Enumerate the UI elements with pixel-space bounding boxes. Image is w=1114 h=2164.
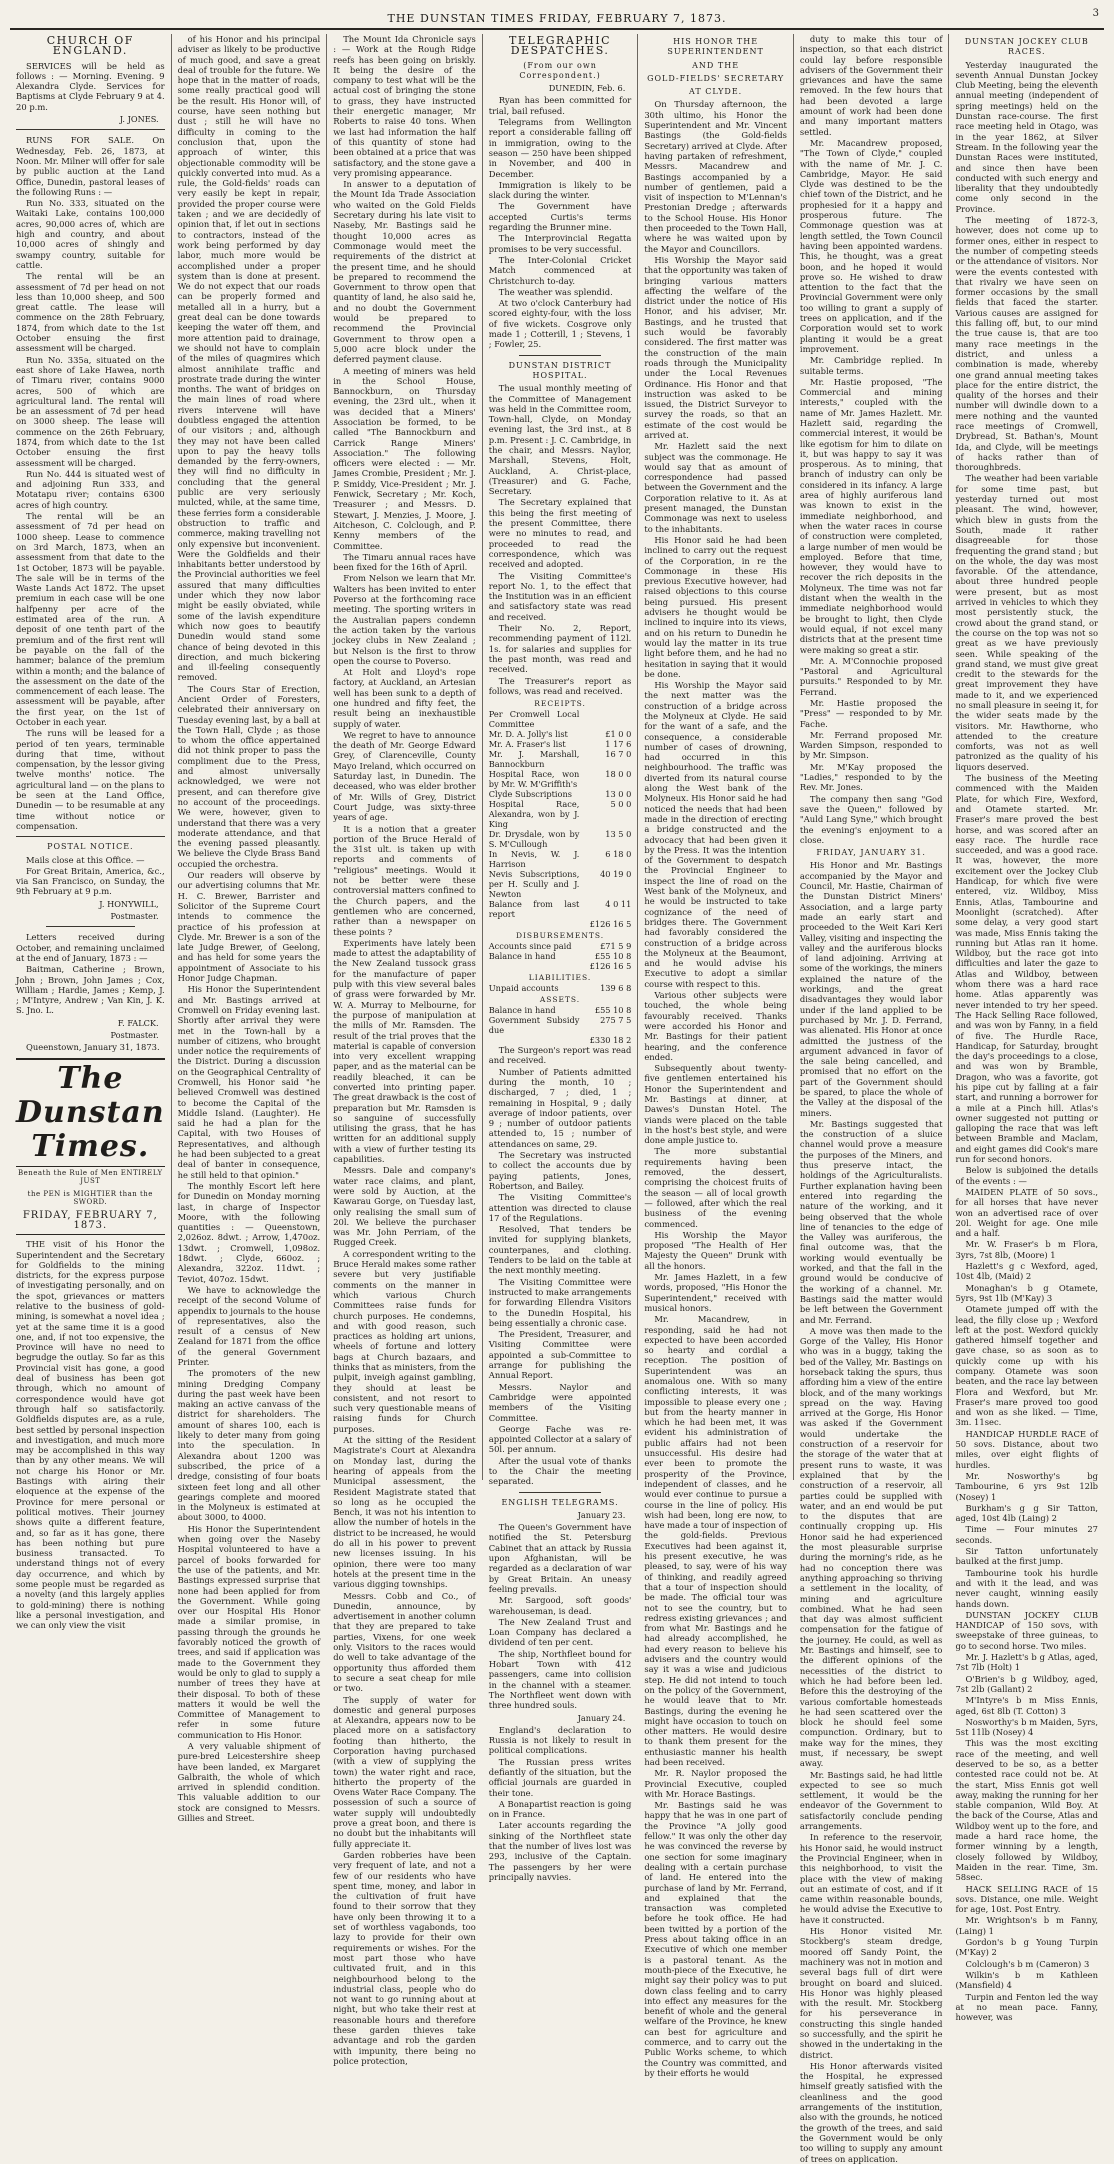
race-entry: Time — Four minutes 27 seconds. [955,1524,1099,1545]
runs-sale-text-1: RUNS FOR SALE. On Wednesday, Feb. 26, 1873, at Noon. Mr. Milner will offer for sale by public auction at the Land Office, Dunedin, pastoral leases of the following Runs : — [16,135,165,197]
table-row: £126 16 5 [589,919,632,930]
news-paragraph: We regret to have to announce the death of Mr. George Edward Grey, of Clarenceville, County Mayo Ireland, which occurred on Saturday last, in Dunedin. The deceased, who was elder brother of Mr. Wills of Grey, District Court Judge, was sixty-three years of age. [333,729,476,823]
visit-paragraph: Mr. Cambridge replied. In suitable terms. [799,355,943,376]
letters-text-2: Baitman, Catherine ; Brown, John ; Brown, John James ; Cox, William ; Hardie, James ; Kemp, J. ; M'Intyre, Andrew ; Van Kin, J. K. S. Jno. L. [16,964,165,1016]
table-row: £126 16 5 [589,961,632,972]
hospital-paragraph: The Secretary explained that this being the first meeting of the present Committee, there were no minutes to read, and proceeded to read the correspondence, which was received and adopted. [488,497,632,570]
telegraphic-title: TELEGRAPHIC DESPATCHES. [509,34,612,58]
english-telegrams-date: January 24. [577,1712,626,1723]
table-row: Hospital Race, Alexandra, won by J. King 5 0 0 [488,799,632,830]
race-entry: Hazlett's g c Wexford, aged, 10st 4lb, (Maid) 2 [955,1261,1099,1282]
news-paragraph: The monthly Escort left here for Dunedin on Monday morning last, in charge of Inspector Moore, with the following quantities : — Queenstown, 2,026oz. 8dwt. ; Arrow, 1,470oz. 13dwt. ; Cromwell, 1,098oz. 18dwt. ; Clyde, 660oz. ; Alexandra, 322oz. 11dwt. ; Teviot, 407oz. 15dwt. [177,1180,321,1284]
hospital-paragraph: The usual monthly meeting of the Committee of Management was held in the Committee room, Town-hall, Clyde, on Monday evening last, the 3rd inst., at 8 p.m. Present : J. C. Cambridge, in the chair, and Messrs. Naylor, Marshall, Stevens, Holt, Auckland, A. Christ-place, (Treasurer) and G. Fache, Secretary. [488,383,632,497]
table-row: Balance from last report 4 0 11 [488,899,632,920]
news-paragraph: The supply of water for domestic and general purposes at Alexandra, appears now to be placed more on a satisfactory footing than hitherto, the Corporation having purchased (with a view of supplying the town) the water right and race, hitherto the property of the Ovens Water Race Company. The possession of such a source of water supply will undoubtedly prove a great boon, and there is no doubt but the inhabitants will fully appreciate it. [333,1694,476,1849]
column-1 [10,34,172,1631]
runs-sale-text-6: The rental will be an assessment of 7d per head on 1000 sheep. Lease to commence on 3rd March, 1873, when an assessment from that date to the 1st October, 1873 will be payable. The sale will be in terms of the Waste Lands Act 1872. The upset premium in each case will be one halfpenny per acre of the estimated area of the run. A deposit of one tenth part of the premium and of the first rent will be payable on the fall of the hammer; balance of the premium within a month; and the balance of the assessment on the date of the commencement of each lease. The assessment will be payable, after the first year, on the 1st of October in each year. [16,511,165,727]
race-entry: Colclough's b m (Cameron) 3 [965,1958,1090,1969]
news-paragraph: His Honor the Superintendent and Mr. Bastings arrived at Cromwell on Friday evening last. Shortly after arrival they were met in the Town-hall by a number of citizens, who brought under notice the requirements of the District. During a discussion on the Geographical Centrality of Cromwell, his Honor said "he believed Cromwell was destined to become the Capital of the Middle Island. (Laughter). He said he had a plan for the Capital, with two Houses of Representatives, and although he had been subjected to a great deal of banter in consequence, he still held to that opinion." [177,984,321,1180]
letters-text-1: Letters received during October, and remaining unclaimed at the end of January, 1873 : — [16,932,165,963]
visit-paragraph: Mr. Hastie proposed the "Press" — responded to by Mr. Fache. [799,698,943,729]
visit-paragraph: Mr. R. Naylor proposed the Provincial Executive, coupled with Mr. Horace Bastings. [644,1768,787,1799]
race-entry: M'Intyre's b m Miss Ennis, aged, 6st 8lb (T. Cotton) 3 [955,1695,1099,1716]
masthead: The Dunstan Times. [16,1058,165,1167]
news-paragraph: Messrs. Cobb and Co., of Dunedin, announce, by advertisement in another column that they are prepared to take parties, Vixens, for one week only. Visitors to the races would do well to take advantage of the opportunity thus afforded them to secure a seat cheap for mile or two. [333,1590,476,1694]
news-paragraph: The promoters of the new mining Dredging Company during the past week have been making an active canvass of the district for shareholders. The amount of shares 100, each is likely to deter many from going into the speculation. In Alexandra about 1200 was subscribed, the price of a dredge, consisting of four boats sixteen feet long and all other gearings complete and moored in the Molyneux is estimated at about 3000, to 4000. [177,1368,321,1523]
table-row: Per Cromwell Local Committee [488,709,580,730]
telegram-paragraph: The weather was splendid. [498,286,613,297]
postal-signature-name: J. HONYWILL, [99,898,159,909]
postal-notice-text-1: Mails close at this Office. — [26,854,145,865]
runs-sale-text-3: The rental will be an assessment of 7d per head on not less than 10,000 sheep, and 500 great cattle. The lease will commence on the 28th February, 1874, from which date to the 1st October ensuing the first assessment will be charged. [16,271,165,354]
table-row: Government Subsidy due 275 7 5 [488,1015,632,1036]
runs-sale-text-4: Run No. 335a, situated on the east shore of Lake Hawea, north of Timaru river, contains 9000 acres, 500 of which are agricultural land. The rental will be an assessment of 7d per head on 3000 sheep. The lease will commence on the 26th February, 1874, from which date to the 1st October ensuing the first assessment will be charged. [16,354,165,468]
races-paragraph: The meeting of 1872-3, however, does not come up to former ones, either in respect to the number of competing steeds or the attendance of visitors. Nor were the events contested with that rivalry we have seen on former occasions by the small fields that faced the starter. Various causes are assigned for this falling off, but, to our mind the true cause is, that are too many race meetings in the district, and unless a combination is made, whereby one grand annual meeting takes place for the entire district, the quality of the horses and their number will dwindle down to a mere nothing and the vaunted race meetings of Cromwell, Drybread, St. Bathan's, Mount Ida, and Clyde, will be meetings of hacks rather than of thoroughbreds. [955,215,1099,473]
column-3 [327,34,483,2066]
news-paragraph: A meeting of miners was held in the School House, Bannockburn, on Thursday evening, the 23rd ult., when it was decided that a Miners' Association be formed, to be called "The Bannockburn and Carrick Range Miners' Association." The following officers were elected : — Mr. James Crombie, President ; Mr. J. P. Smiddy, Vice-President ; Mr. J. Fenwick, Secretary ; Mr. Koch, Treasurer ; and Messrs. D. Stewart, J. Menzies, J. Moore, J. Aitcheson, C. Colclough, and P. Kenny members of the Committee. [333,365,476,551]
race-entry: Mr. J. Hazlett's b g Atlas, aged, 7st 7lb (Holt) 1 [955,1652,1099,1673]
english-telegram: Mr. Sargood, soft goods' warehouseman, is dead. [488,1595,632,1616]
english-telegram: Later accounts regarding the sinking of the Northfleet state that the number of lives lost was 293, inclusive of the Captain. The passengers by her were principally navvies. [488,1820,632,1882]
issue-dateline: FRIDAY, FEBRUARY 7, 1873. [16,1211,165,1236]
races-paragraph: This was the most exciting race of the meeting, and well deserved to be so, as a better contested race could not be. At the start, Miss Ennis got well away, making the running for her stable companion, Wild Boy. At the back of the Course, Atlas and Wildboy went up to the fore, and made a hard race home, the former winning by a length, closely followed by Wildboy, Maiden in the rear. Time, 3m. 58sec. [955,1738,1099,1883]
visit-title-1: HIS HONOR THE SUPERINTENDENT [667,37,764,57]
receipts-label: RECEIPTS. [534,699,586,709]
visit-paragraph: His Honor visited Mr. Stockberg's steam dredge, moored off Sandy Point, the machinery was not in motion and several bags full of dirt were brought on board and sluiced. His Honor was highly pleased with the result. Mr. Stockberg for his perseverance in constructing this single handed so successfully, and the spirit he showed in the undertaking in the district. [799,1926,943,2060]
table-row: Mr. J. Marshall, Bannockburn 16 7 0 [488,749,632,770]
runs-sale-text-7: The runs will be leased for a period of ten years, terminable during that time, without compensation, by the lessor giving twelve months' notice. The agricultural land — on the plans to be seen at the Land Office, Dunedin — to be resumable at any time without notice or compensation. [16,728,165,831]
races-paragraph: The business of the Meeting commenced with the Maiden Plate, for which Fire, Wexford, and Otamete started. Mr. Fraser's mare proved the best horse, and was scored after an easy race. The hurdle race succeeded, and was a good race. It was, however, the more excitement over the Jockey Club Handicap, for which five were entered, viz. Wildboy, Miss Ennis, Atlas, Tambourine and Moonlight (scratched). After some delay, a very good start was made, Miss Ennis taking the running but Atlas ran it home. Wildboy, but the race got into difficulties and later the gaze to Atlas and Wildboy, between whom there was a hard race home. Atlas apparently was never intended to try her speed. The Hack Selling Race followed, and was won by Fanny, in a field of five. The Hurdle Race, Handicap, for Saturday, brought the day's proceedings to a close, and was won by Bramble, Dragon, who was a favorite, got his pipe cut by falling at a fair start, and running a borrower for a mile at a Pinch hill. Atlas's owner suggested not putting or galloping the race that was left between Bramble and Maclam, and eight games did Cook's mare run for second honors. [955,773,1099,1165]
visit-paragraph: Mr. Hastie proposed, "The Commercial and mining interests," coupled with the name of Mr. James Hazlett. Mr. Hazlett said, regarding the commercial interest, it would be like egotism for him to dilate on it, but was happy to say it was prosperous. As to mining, that branch of industry can only be considered in its infancy. A large area of highly auriferous land was known to exist in the immediate neighborhood, and when the water races in course of construction were completed, a large number of men would be employed. Before that time, however, they would have to recover the rich deposits in the Molyneux. The time was not far distant when the wealth in the immediate neighborhood would be brought to light, then Clyde would equal, if not excel many districts that at the present time were making so great a stir. [799,376,943,655]
race-entry: HACK SELLING RACE of 15 sovs. Distance, one mile. Weight for age, 10st. Post Entry. [955,1883,1099,1915]
news-paragraph: At the sitting of the Resident Magistrate's Court at Alexandra on Monday last, during the hearing of appeals from the Municipal assessment, the Resident Magistrate stated that so long as he occupied the Bench, it was not his intention to allow the number of hotels in the district to be increased, he would do all in his power to prevent new licenses issuing. In his opinion, there were too many hotels at the present time in the various digging townships. [333,1435,476,1590]
column-4 [483,34,639,1882]
hospital-paragraph: The Visiting Committee's report No. 1, to the effect that the Institution was in an efficient and satisfactory state was read and received. [488,570,632,622]
visit-paragraph: In reference to the reservoir, his Honor said, he would instruct the Provincial Engineer, when in this neighborhood, to visit the place with the view of making out an estimate of cost, and if it came within reasonable bounds, he would advise the Executive to have it constructed. [799,1832,943,1925]
races-paragraph: Turpin and Fenton led the way at no mean pace. Fanny, however, was [955,1991,1099,2023]
letters-date: Queenstown, January 31, 1873. [26,1042,160,1053]
english-telegrams-title: ENGLISH TELEGRAMS. [501,1497,619,1507]
english-telegrams-date: January 23. [577,1509,626,1520]
english-telegram: The Russian press writes defiantly of the situation, but the official journals are guarded in their tone. [488,1756,632,1798]
table-row: Accounts since paid £71 5 9 [488,941,632,952]
postal-signature-title: Postmaster. [110,911,159,922]
english-telegram: The New Zealand Trust and Loan Company has declared a dividend of ten per cent. [488,1616,632,1648]
visit-paragraph: Subsequently about twenty-five gentlemen entertained his Honor the Superintendent and Mr. Bastings at dinner, at Dawes's Dunstan Hotel. The viands were placed on the table in the host's best style, and were done ample justice to. [644,1063,787,1146]
race-entry: Nosworthy's b m Maiden, 5yrs, 5st 11lb (Nosey) 4 [955,1716,1099,1738]
table-row: Dr. Drysdale, won by S. M'Cullough 13 5 0 [488,829,632,850]
receipts-table [489,697,632,1045]
hospital-paragraph: The Visiting Committee were instructed to make arrangements for forwarding Ellendra Visitors to the Dunedin Hospital, his being essentially a chronic case. [488,1276,632,1328]
letters-signature-title: Postmaster. [110,1030,159,1041]
hospital-paragraph: Number of Patients admitted during the month, 10 ; discharged, 7 ; died, 1 ; remaining in Hospital, 9 ; daily average of indoor patients, over 9 ; number of outdoor patients attended to, 15 ; number of attendances on same, 29. [488,1066,632,1149]
postal-notice-title: POSTAL NOTICE. [47,842,134,852]
races-paragraph: Otamete jumped off with the lead, the filly close up ; Wexford left at the post. Wexford quickly gathered himself together and gave chase, so as soon as to quickly come up with his company. Otamete was soon beaten, and the race lay between Flora and Wexford, but Mr. Fraser's mare proved too good and won as she liked. — Time, 3m. 11sec. [955,1304,1099,1428]
news-paragraph: In answer to a deputation of the Mount Ida Trade Association who waited on the Gold Fields Secretary during his late visit to Naseby, Mr. Bastings said he thought 10,000 acres as Commonage would meet the requirements of the district at the present time, and he should be prepared to recommend the Government to throw open that quantity of land, he also said he, and no doubt the Government would be prepared to recommend the Provincial Government to throw open a 5,000 acre block under the deferred payment clause. [333,179,476,365]
telegram-paragraph: Immigration is likely to be slack during the winter. [488,179,632,201]
races-paragraph: Yesterday inaugurated the seventh Annual Dunstan Jockey Club Meeting, being the eleventh annual meeting (independent of spring meetings) held on the Dunstan race-course. The first race meeting held in Otago, was in the year 1862, at Silver Stream. In the following year the Dunstan Races were instituted, and since then have been conducted with such energy and liberality that they undoubtedly come only second in the Province. [955,59,1099,214]
english-telegram: The Queen's Government have notified the St. Petersburg Cabinet that an attack by Russia upon Afghanistan, will be regarded as a declaration of war by Great Britain. An uneasy feeling prevails. [488,1522,632,1594]
visit-paragraph: Mr. M'Kay proposed the "Ladies," responded to by the Rev. Mr. Jones. [799,761,943,793]
hospital-paragraph: Messrs. Naylor and Cambridge were appointed members of the Visiting Committee. [488,1381,632,1423]
english-telegram: A Bonapartist reaction is going on in France. [488,1798,632,1820]
divider [519,1492,602,1493]
runs-sale-text-2: Run No. 333, situated on the Waitaki Lake, contains 100,000 acres, 90,000 acres of, which are high and country, and about 10,000 acres of shingly and swampy country, suitable for cattle. [16,198,165,270]
table-row: Mr. A. Fraser's list 1 17 6 [488,739,632,750]
visit-paragraph: Mr. Hazlett said the next subject was the commonage. He would say that as amount of correspondence had passed between the Government and the Corporation relative to it. As at present managed, the Dunstan Commonage was next to useless to the inhabitants. [644,441,787,534]
column-5 [638,34,794,2078]
race-entry: HANDICAP HURDLE RACE of 50 sovs. Distance, about two miles, over eight flights of hurdles. [955,1428,1099,1470]
telegraphic-dateline: DUNEDIN, Feb. 6. [548,83,626,94]
news-paragraph: It is a notion that a greater portion of the Bruce Herald of the 31st ult. is taken up with reports and comments of "religious" meetings. Would it not be better were these controversial matters confined to the Church papers, and the gentlemen who are concerned, rather than a newspaper on these points ? [333,823,476,937]
race-entry: Mr. Wrightson's b m Fanny, (Laing) 1 [955,1915,1099,1936]
race-entry: DUNSTAN JOCKEY CLUB HANDICAP of 150 sovs, with sweepstake of three guineas, to go to second horse. Two miles. [955,1609,1099,1651]
hospital-title: DUNSTAN DISTRICT HOSPITAL. [508,360,612,380]
race-entry: Wilkin's b m Kathleen (Mansfield) 4 [955,1969,1099,1991]
news-paragraph: The Timaru annual races have been fixed for the 16th of April. [333,551,476,573]
race-entry: Mr. W. Fraser's b m Flora, 3yrs, 7st 8lb, (Moore) 1 [955,1239,1099,1260]
motto-line-2: the PEN is MIGHTIER than the SWORD. [27,1189,153,1207]
telegram-paragraph: Ryan has been committed for trial, bail refused. [488,95,632,116]
editorial-continued: of his Honor and his principal adviser as likely to be productive of much good, and save a great deal of trouble for the future. We hope that in the matter of roads, some really practical good will be the result. His Honor will, of course, have seen nothing but dust ; still he will have no difficulty in coming to the conclusion that, upon the approach of winter, this objectionable commodity will be quickly converted into mud. As a rule, the Gold-fields' roads can very easily be kept in repair, provided the proper course were taken ; and we are decidedly of opinion that, if let out in sections to contractors, instead of the work being performed by day labor, much more would be accomplished under a proper system than is done at present. We do not expect that our roads can be properly formed and metalled all in a hurry, but a great deal can be done towards keeping the water off them, and more attention paid to drainage, we should not have to complain of the miles of quagmires which almost annihilate traffic and prostrate trade during the winter months. The want of bridges on the main lines of road where rivers intervene will have doubtless engaged the attention of our visitors ; and, although they may not have been called upon to pay the heavy tolls demanded by the ferry-owners, they will find no difficulty in concluding that the general public are very seriously mulcted, while, at the same time, these ferries form a considerable obstruction to traffic and commerce, making travelling not only expensive but inconvenient. Were the Goldfields and their inhabitants better understood by the Provincial authorities we feel assured that many difficulties under which they now labor might be easily obviated, while some of the lavish expenditure which now goes to beautify Dunedin would stand some chance of being devoted in this direction, and much bickering and ill-feeling consequently removed. [177,34,321,683]
hospital-paragraph: Resolved, That tenders be invited for supplying blankets, counterpanes, and clothing. Tenders to be laid on the table at the next monthly meeting. [488,1224,632,1276]
page-number: 3 [1092,8,1100,19]
news-paragraph: His Honor the Superintendent when going over the Naseby Hospital volunteered to have a parcel of books forwarded for the use of the patients, and Mr. Bastings expressed surprise that none had been applied for from the Government. While going over our Hospital His Honor made a similar promise, in passing through the grounds he favorably noticed the growth of trees, and said if application was made to the Government they would be only to glad to supply a number of trees they have at their disposal. To both of these matters it would be well the Committee of Management to refer in some future communication to His Honor. [177,1523,321,1740]
telegram-paragraph: The Government have accepted Curtis's terms regarding the Brunner mine. [488,201,632,233]
table-row: Hospital Race, won by Mr. W. M'Griffith's 18 0 0 [488,769,632,790]
hospital-paragraph: The Secretary was instructed to collect the accounts due by paying patients, Jones, Robertson, and Bailey. [488,1150,632,1191]
races-paragraph: Sir Tatton unfortunately baulked at the first jump. [955,1546,1099,1567]
letters-signature-name: F. FALCK. [117,1017,159,1028]
hospital-paragraph: The President, Treasurer, and Visiting Committee were appointed a sub-Committee to arrange for publishing the Annual Report. [488,1329,632,1381]
disbursements-label: DISBURSEMENTS. [515,931,605,941]
news-paragraph: The Mount Ida Chronicle says : — Work at the Rough Ridge reefs has been going on briskly. It being the desire of the company to test what will be the actual cost of bringing the stone to grass, they have instructed their energetic manager, Mr Roberts to raise 40 tons. When we last had information the half of this quantity of stone had been obtained at a price that was satisfactory, and the stone gave a very promising appearance. [333,34,476,178]
church-notice-title: CHURCH OF ENGLAND. [46,34,134,58]
table-row: Mr. D. A. Jolly's list £1 0 0 [488,729,632,740]
race-entry: Monaghan's b g Otamete, 5yrs, 9st 1lb (M'Kay) 3 [955,1282,1099,1303]
columns [10,34,1104,2164]
assets-label: ASSETS. [539,995,581,1005]
visit-paragraph: His Honor said he had been inclined to carry out the request of the Corporation, in re the Commonage in these His previous Executive however, had raised objections to this course being pursued. His present advisers he thought would be inclined to inquire into its views, and on his return to Dunedin he would lay the matter in its true light before them, and he had no hesitation in saying that it would be done. [644,534,787,679]
visit-paragraph: Mr. James Hazlett, in a few words, proposed, "His Honor the Superintendent," received with musical honors. [644,1272,787,1313]
english-telegram: England's declaration to Russia is not likely to result in political complications. [488,1724,632,1756]
races-paragraph: The weather had been variable for some time past, but yesterday turned out most pleasant. The wind, however, which blew in gusts from the South, made it rather disagreeable for those frequenting the grand stand ; but on the whole, the day was most favorable. Of the attendance, about three hundred people were present, but as most arrived in vehicles to which they most persistently stuck, the crowd about the grand stand, or the course on the top was not so great as we have previously seen. While speaking of the grand stand, we must give great credit to the stewards for the great improvement they have made to it, and we experienced no small pleasure in seeing it, for the wider seats made by the visitors. Mr. Hawthorne, who attended to the creature comforts, was not as well patronized as the quality of his liquors deserved. [955,473,1099,772]
race-entry: Mr. Nosworthy's bg Tambourine, 6 yrs 9st 12lb (Nosey) 1 [955,1470,1099,1502]
race-entry: O'Brien's b g Wildboy, aged, 7st 2lb (Gallant) 2 [955,1673,1099,1694]
postal-notice-text-2: For Great Britain, America, &c., via San Francisco, on Sunday, the 9th February at 9 p.m. [16,865,165,897]
divider [16,836,165,837]
table-row: Balance in hand £55 10 8 [488,1005,632,1016]
church-notice-text: SERVICES will be held as follows : — Morning. Evening. 9 Alexandra Clyde. Services for Baptisms at Clyde February 9 at 4. 20 p.m. [16,60,165,112]
visit-paragraph: duty to make this tour of inspection, so that each district could lay before responsible advisers of the Government their grievances and have the same removed. In the few hours that had been devoted a large amount of work had been done and many important matters settled. [799,34,943,137]
telegram-paragraph: The Inter-Colonial Cricket Match commenced at Christchurch to-day. [488,254,632,286]
visit-paragraph: His Worship the Mayor said that the opportunity was taken of bringing various matters affecting the welfare of the district under the notice of His Honor, and his adviser, Mr. Bastings, and he trusted that such would be favorably considered. The first matter was the construction of the main roads through the Municipality under the Local Revenues Ordinance. His Honor and that instruction was asked to be issued, the District Surveyor to survey the roads, so that an estimate of the cost would be arrived at. [644,254,787,440]
race-entry: Gordon's b g Young Turpin (M'Kay) 2 [955,1937,1099,1958]
motto-line-1: Beneath the Rule of Men ENTIRELY JUST [17,1168,163,1186]
visit-title-2: AND THE [692,60,740,70]
table-row: Nevis Subscriptions, per H. Scully and J. Newton 40 19 0 [488,869,632,900]
hospital-paragraph: The Treasurer's report as follows, was read and received. [488,675,632,696]
news-paragraph: We have to acknowledge the receipt of the second Volume of appendix to journals to the house of representatives, also the result of a census of New Zealand for 1871 from the office of the general Government Printer. [177,1284,321,1367]
hospital-paragraph: The Surgeon's report was read and received. [488,1045,632,1066]
editorial-text: THE visit of his Honor the Superintendent and the Secretary for Goldfields to the mining districts, for the express purpose of investigating personally, and on the spot, grievances or matters relative to the business of gold-mining, is somewhat a novel idea ; yet at the same time it is a good one, and, if not too expensive, the Province will have no need to begrudge the outlay. So far as this Provincial visit has gone, a good deal of business has been got through, which no amount of correspondence would have got through half so satisfactorily. Goldfields disputes are, as a rule, best settled by personal inspection and investigation, and much more may be accomplished in this way than by any other means. We will not charge his Honor or Mr. Bastings with airing their eloquence at the expense of the Province for mere personal or political motives. Their journey shows quite a different feature, and, so far as it has gone, there has been nothing but pure business transacted. To understand things not of every day occurrence, and which by some people must be regarded as a novelty (and this largely applies to gold-mining) there is nothing like a personal investigation, and we can only view the visit [16,1239,165,1631]
telegram-paragraph: The Interprovincial Regatta promises to be very successful. [488,233,632,254]
hospital-paragraph: George Fache was re-appointed Collector at a salary of 50l. per annum. [488,1423,632,1455]
english-telegram: The ship, Northfleet bound for Hobart Town with 412 passengers, came into collision in the channel with a steamer. The Northfleet went down with three hundred souls. [488,1648,632,1711]
race-entry: MAIDEN PLATE of 50 sovs., for all horses that have never won an advertised race of over 20l. Weight for age. One mile and a half. [955,1186,1099,1239]
visit-paragraph: Mr. Ferrand proposed Mr. Warden Simpson, responded to by Mr. Simpson. [799,729,943,761]
races-paragraph: Tambourine took his hurdle and with it the lead, and was never caught, winning easily hands down. [955,1567,1099,1609]
visit-title-4: AT CLYDE. [689,87,743,97]
race-entry: Burkham's g g Sir Tatton, aged, 10st 4lb (Laing) 2 [955,1502,1099,1524]
telegram-paragraph: At two o'clock Canterbury had scored eighty-four, with the loss of five wickets. Cosgrove only made 1 ; Cotterill, 1 ; Stevens, 1 ; Fowler, 25. [488,298,632,350]
hospital-paragraph: After the usual vote of thanks to the Chair the meeting separated. [488,1455,632,1487]
friday-subhead: FRIDAY, JANUARY 31. [816,848,926,858]
races-title: DUNSTAN JOCKEY CLUB RACES. [964,37,1089,57]
telegram-paragraph: Telegrams from Wellington report a considerable falling off in immigration, owing to the season — 250 have been shipped in November, and 400 in December. [488,117,632,179]
visit-paragraph: A move was then made to the Gorge of the Valley, His Honor who was in a buggy, taking the bed of the Valley, Mr. Bastings on horseback taking the spurs, thus affording him a view of the entire block, and of the many workings spread on the way. Having arrived at the Gorge, His Honor was asked if the Government would undertake the construction of a reservoir for the storage of the water that at present runs to waste, it was explained that by the construction of a reservoir, all parties could be supplied with water, and an end would be put to the disputes that are continually cropping up. His Honor said he had experienced the most pleasurable surprise during the morning's ride, as he had no conception there was anything approaching so thriving a settlement in the locality, of mining and agriculture combined. What he had seen that day was almost sufficient compensation for the fatigue of the journey. He could, as well as Mr. Bastings and himself, see to the different opinions of the necessities of the district to which he had before been led. Before this the destroying of the various comfortable homesteads he had seen scattered over the block he should feel some compunction. Ordinary, but to make way for the mines, they must, if necessary, be swept away. [799,1325,943,1769]
table-row: Clyde Subscriptions 13 0 0 [488,789,632,800]
visit-paragraph: Mr. Bastings suggested that the construction of a sluice channel would prove a measure the purposes of the Miners, and thus preserve intact, the holdings of the Agriculturalists. Further explanation having been entered into regarding the nature of the working, and it being observed that the whole line of tenancies to the edge of the Valley was auriferous, the final outcome was, that the working would eventually be worked, and that the fall in the ground would be conducive of the working of a channel. Mr. Bastings said the matter would be left between the Government and Mr. Ferrand. [799,1118,943,1325]
news-paragraph: Messrs. Dale and company's water race claims, and plant, were sold by Auction, at the Kawarau Gorge, on Tuesday last, only realising the small sum of 20l. We believe the purchaser was Mr. John Perriam, of the Rugged Creek. [333,1165,476,1248]
visit-paragraph: His Worship the Mayor said the next matter was the construction of a bridge across the Molyneux at Clyde. He said for the want of a safe, and the consequence, a considerable number of cases of drowning, had occurred in this neighbourhood. The traffic was diverted from its natural course along the West bank of the Molyneux. His Honor said he had noticed the needs that had been made in the direction of erecting a bridge constructed and the advocacy that had been given it by the Press. It was the intention of the Government to despatch the Provincial Engineer to inspect the line of road on the West bank of the Molyneux, and he would be instructed to take cognizance of the need of bridges there. The Government had favorably considered the construction of a bridge across the Molyneux at the Beaumont, and he would advise his Executive to adopt a similar course with respect to this. [644,680,787,989]
column-2 [172,34,328,1824]
visit-paragraph: Mr. Macandrew proposed, "The Town of Clyde," coupled with the name of Mr. J. C. Cambridge, Mayor. He said Clyde was destined to be the chief town of the District, and he prophesied for it a happy and prosperous future. The Commonage question was at length settled, the Town Council having been appointed wardens. This, he thought, was a great boon, and he hoped it would prove so. He wished to draw attention to the fact that the Provincial Government were only too willing to grant a supply of trees on application, and if the Corporation would set to work planting it would be a great improvement. [799,137,943,354]
hospital-paragraph: The Visiting Committee's attention was directed to clause 17 of the Regulations. [488,1192,632,1223]
running-head [10,8,1104,30]
news-paragraph: Experiments have lately been made to attest the adaptability of the New Zealand tussock grass for the manufacture of paper pulp with this view several bales of grass were forwarded by Mr. W. A. Murray to Melbourne, for the purpose of manipulation at the mills of Mr. Ramsden. The result of the trial proves that the material is capable of conversion into very excellent wrapping paper, and as the material can be readily bleached, it can be converted into printing paper. The great drawback is the cost of preparation but Mr. Ramsden is so sanguine of successfully utilising the grass, that he has written for an additional supply with a view of further testing its capabilities. [333,937,476,1165]
visit-paragraph: His Honor and Mr. Bastings accompanied by the Mayor and Council, Mr. Hastie, Chairman of the Dunstan District Miners' Association, and a large party made an early start and proceeded to the Weit Kari Keri Valley, visiting and inspecting the valley and the auriferous blocks of land adjoining. Arriving at some of the workings, the miners explained the nature of the workings, and the great disadvantages they would labor under if the land applied to be purchased by Mr. J. D. Ferrand, was alienated. His Honor at once admitted the justness of the argument advanced in favor of the sale being cancelled, and promised that no effort on the part of the Government should be spared, to place the whole of the Valley at the disposal of the miners. [799,860,943,1118]
divider [519,355,602,356]
column-6 [794,34,950,2164]
runs-sale-text-5: Run No. 444 is situated west of and adjoining Run 333, and Motatapu river; contains 6300 acres of high country. [16,468,165,510]
column-7 [949,34,1104,2023]
news-paragraph: At Holt and Lloyd's rope factory, at Auckland, an Artesian well has been sunk to a depth of one hundred and fifty feet, the result being an inexhaustible supply of water. [333,667,476,729]
news-paragraph: Our readers will observe by our advertising columns that Mr. H. C. Brewer, Barrister and Solicitor of the Supreme Court intends to commence the practice of his profession at Clyde. Mr. Brewer is a son of the late Judge Brewer, of Geelong, and has held for some years the appointment of Associate to his Honor Judge Chapman. [177,870,321,984]
divider [16,129,165,130]
visit-paragraph: On Thursday afternoon, the 30th ultimo, his Honor the Superintendent and Mr. Vincent Bastings (the Gold-fields Secretary) arrived at Clyde. After having partaken of refreshment, Messrs. Macandrew and Bastings accompanied by a number of gentlemen, paid a visit of inspection to M'Lennan's Prestonian Dredge ; afterwards to the School House. His Honor then proceeded to the Town Hall, where he was waited upon by the Mayor and Councillors. [644,99,787,254]
visit-title-3: GOLD-FIELDS' SECRETARY [647,73,785,83]
hospital-paragraph: Their No. 2, Report, recommending payment of 112l. 1s. for salaries and supplies for the past month, was read and received. [488,623,632,675]
telegraphic-source: (From our own Correspondent.) [519,60,601,80]
table-row: Unpaid accounts 139 6 8 [488,983,632,994]
news-paragraph: A correspondent writing to the Bruce Herald makes some rather severe but very justifiable comments on the manner in which various Church Committees raise funds for church purposes. He condemns, and with good reason, such practices as holding art unions, wheels of fortune and lottery bags at Church bazaars, and thinks that as ministers, from the pulpit, inveigh against gambling, they should at least be consistent, and not resort to such very questionable means of raising funds for Church purposes. [333,1248,476,1434]
table-row: In Nevis, W. J. Harrison 6 18 0 [488,849,632,870]
divider [46,926,135,927]
church-notice-signature: J. JONES. [119,114,159,125]
visit-paragraph: Mr. Bastings said he was happy that he was in one part of the Province "A jolly good fellow." It was only the other day he was convinced the reverse by one section for some imaginary dealing with a certain purchase of land. He entered into the purchase of land by Mr. Ferrand, and explained that the transaction was completed before he took office. He had been twitted by a portion of the Press about taking office in an Executive of which one member is a pastoral tenant. As the mouth-piece of the Executive, he might say their policy was to put down class feeling and to carry into effect any measures for the benefit of whole and the general welfare of the Province, he knew can best for agriculture and commerce, and to carry out the Public Works scheme, to which the Country was committed, and by their efforts he would [644,1800,787,2078]
visit-paragraph: Mr. Macandrew, in responding, said he had not expected to have been accorded so hearty and cordial a reception. The position of Superintendent was an anomalous one. With so many conflicting interests, it was impossible to please every one ; but from the hearty manner in which he had been met, it was evident his administration of public affairs had not been unsuccessful. His desire had ever been to promote the prosperity of the Province, independent of classes, and he would ever continue to pursue a course in the line of policy. His wish had been, long ere now, to have made a tour of inspection of the gold-fields. Previous Executives had been against it, his present executive, he was pleased, to say, were of his way of thinking, and readily agreed that a tour of inspection should be made. The official tour was not to see the country, but to redress existing grievances ; and from what Mr. Bastings and he had already accomplished, he had every reason to believe his advisers and the country would say it was a wise and judicious step. He did not intend to touch on the policy of the Government, he would leave that to Mr. Bastings, during the evening he might have occasion to touch on other matters. He would desire to thank them present for the enthusiastic manner his health had been received. [644,1314,787,1767]
visit-paragraph: Mr. A. M'Connochie proposed "Pastoral and Agricultural pursuits." Responded to by Mr. Ferrand. [799,655,943,697]
news-paragraph: The Cours Star of Erection, Ancient Order of Foresters, celebrated their anniversary on Tuesday evening last, by a ball at the Town Hall, Clyde ; as those to whom the office appertained did not think proper to pass the compliment due to the Press, and almost universally acknowledged, we were not present, and can therefore give no account of the proceedings. We were, however, given to understand that there was a very moderate attendance, and that the evening passed pleasantly. We believe the Clyde Brass Band occupied the orchestra. [177,683,321,869]
news-paragraph: Garden robberies have been very frequent of late, and not a few of our residents who have spent time, money, and labor in the cultivation of fruit have found to their sorrow that they have only been throwing it to a set of worthless vagabonds, too lazy to provide for their own requirements or wishes. For the most part those who have cultivated fruit, and in this neighbourhood belong to the industrial class, people who do not want to go running about at night, but who take their rest at reasonable hours and therefore these garden thieves take advantage and rob the garden with impunity, there being no police protection, [333,1849,476,2066]
news-paragraph: A very valuable shipment of pure-bred Leicestershire sheep have been landed, ex Margaret Galbraith, the whole of which arrived in splendid condition. This valuable addition to our stock are consigned to Messrs. Gillies and Street. [177,1740,321,1824]
visit-paragraph: Various other subjects were touched, the whole being favourably received. Thanks were accorded his Honor and Mr. Bastings for their patient hearing, and the conference ended. [644,990,787,1062]
visit-paragraph: The more substantial requirements having been removed, the dessert, comprising the choicest fruits of the season — all of local growth — followed, after which the real business of the evening commenced. [644,1146,787,1229]
visit-paragraph: His Honor afterwards visited the Hospital, he expressed himself greatly satisfied with the cleanliness and the good arrangements of the institution, also with the grounds, he noticed the growth of the trees, and said the Government would be only too willing to supply any amount of trees on application. [799,2060,943,2164]
visit-paragraph: His Worship the Mayor proposed "The Health of Her Majesty the Queen" Drunk with all the honors. [644,1229,787,1271]
table-row: Balance in hand £55 10 8 [488,951,632,962]
running-head-title: THE DUNSTAN TIMES FRIDAY, FEBRUARY 7, 1873. [387,12,727,25]
table-row: £330 18 2 [589,1035,632,1046]
visit-paragraph: The company then sang "God save the Queen," followed by "Auld Lang Syne," which brought the evening's enjoyment to a close. [799,793,943,845]
visit-paragraph: Mr. Bastings said, he had little expected to see so much settlement, it would be the endeavor of the Government to satisfactorily conclude pending arrangements. [799,1769,943,1832]
news-paragraph: From Nelson we learn that Mr. Walters has been invited to enter Poverso at the forthcoming race meeting. The sporting writers in the Australian papers condemn the action taken by the various jockey clubs in New Zealand ; but Nelson is the first to throw open the course to Poverso. [333,573,476,666]
races-paragraph: Below is subjoined the details of the events : — [955,1165,1099,1186]
liabilities-label: LIABILITIES. [528,973,592,983]
